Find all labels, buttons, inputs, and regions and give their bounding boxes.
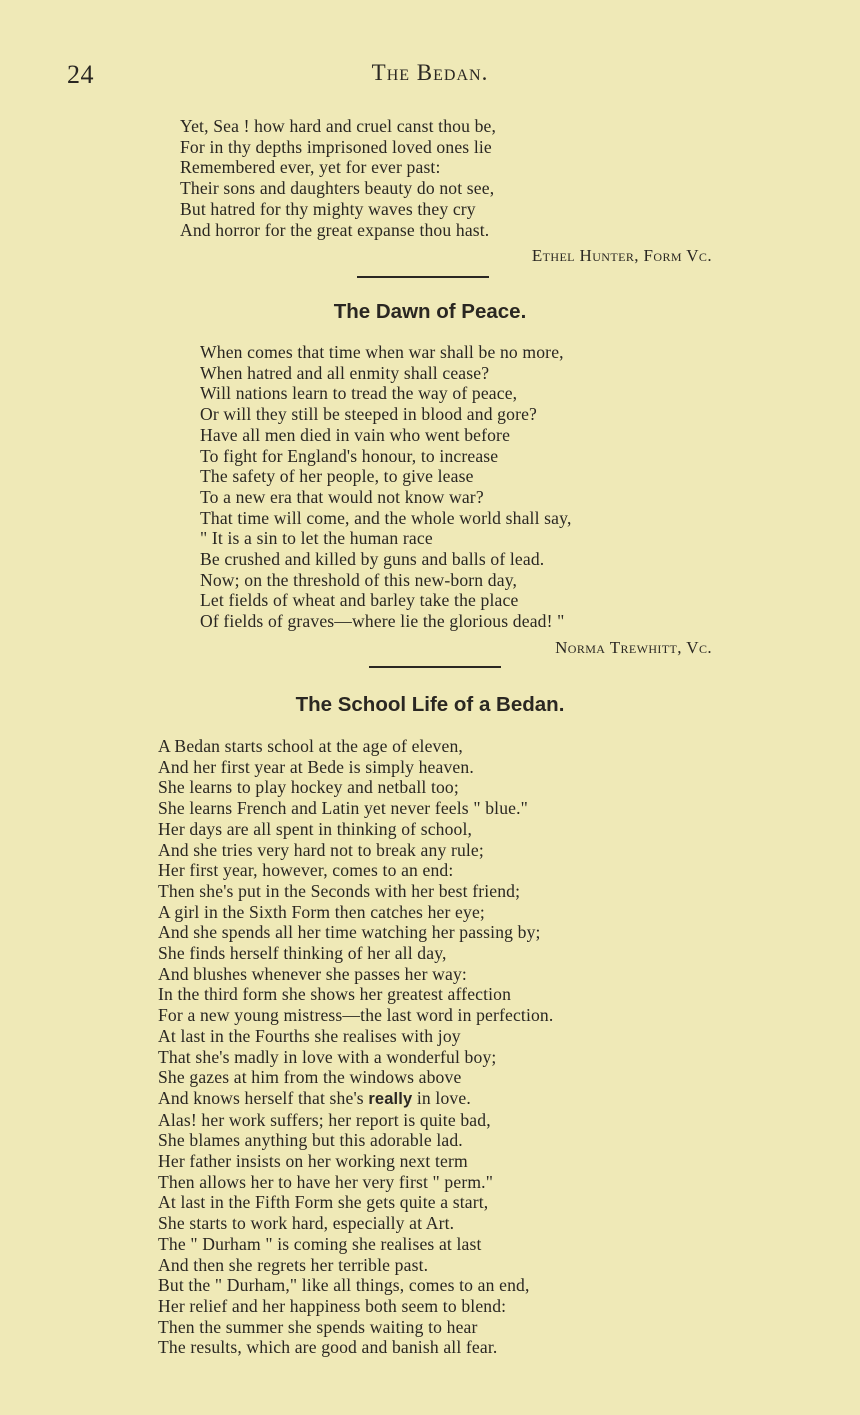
verse-line: To a new era that would not know war?: [200, 486, 484, 507]
verse-line: For a new young mistress—the last word in perfection.: [158, 1005, 554, 1026]
verse-line: And she tries very hard not to break any rule;: [158, 839, 484, 860]
verse-line: Have all men died in vain who went before: [200, 424, 511, 445]
verse-line: But hatred for thy mighty waves they cry: [180, 198, 476, 219]
verse-line: Her first year, however, comes to an end:: [158, 860, 454, 881]
poem-verse: [200, 342, 572, 632]
verse-line: She finds herself thinking of her all day,: [158, 943, 447, 964]
verse-line: When hatred and all enmity shall cease?: [200, 362, 490, 383]
verse-line: To fight for England's honour, to increase: [200, 445, 499, 466]
author-byline: Ethel Hunter, Form Vc.: [531, 246, 712, 265]
verse-line: Or will they still be steeped in blood and gore?: [200, 404, 538, 425]
verse-line: Let fields of wheat and barley take the place: [200, 590, 519, 611]
verse-line: Of fields of graves—where lie the glorious dead! ": [200, 611, 565, 632]
verse-line: At last in the Fourths she realises with joy: [158, 1025, 461, 1046]
verse-line: Will nations learn to tread the way of peace,: [200, 383, 518, 404]
verse-line: A Bedan starts school at the age of eleven,: [158, 736, 463, 756]
page-header: [0, 60, 860, 90]
poem-title: The Dawn of Peace.: [333, 300, 527, 323]
poem-ending-verse: [180, 116, 496, 240]
verse-line: Her relief and her happiness both seem to blend:: [158, 1295, 507, 1316]
verse-line: But the " Durham," like all things, comes to an end,: [158, 1275, 530, 1296]
page-number: 24: [67, 60, 94, 89]
verse-line: That she's madly in love with a wonderful boy;: [158, 1046, 497, 1067]
verse-line: A girl in the Sixth Form then catches her eye;: [158, 901, 485, 922]
verse-line: And horror for the great expanse thou hast.: [180, 219, 490, 240]
verse-line: Her father insists on her working next term: [158, 1151, 468, 1172]
verse-line: She starts to work hard, especially at Art.: [158, 1213, 455, 1234]
verse-line: Then she's put in the Seconds with her best friend;: [158, 880, 521, 901]
emphasized-word: really: [368, 1089, 413, 1108]
verse-line: For in thy depths imprisoned loved ones lie: [180, 136, 492, 157]
poem-verse: [158, 736, 553, 1358]
verse-line: Their sons and daughters beauty do not see,: [180, 178, 495, 199]
verse-line: In the third form she shows her greatest affection: [158, 984, 512, 1005]
verse-line: That time will come, and the whole world shall say,: [200, 507, 572, 528]
author-byline: Norma Trewhitt, Vc.: [555, 638, 712, 657]
verse-line-end: in love.: [412, 1087, 471, 1108]
verse-line: Alas! her work suffers; her report is quite bad,: [158, 1109, 491, 1130]
verse-line: Be crushed and killed by guns and balls of lead.: [200, 549, 545, 570]
verse-line: " It is a sin to let the human race: [200, 528, 433, 549]
verse-line: And she spends all her time watching her passing by;: [158, 922, 541, 943]
verse-line: [158, 1088, 553, 1110]
verse-line: And then she regrets her terrible past.: [158, 1254, 429, 1275]
running-title: The Bedan.: [371, 60, 489, 85]
verse-line: She learns French and Latin yet never feels " blue.": [158, 798, 529, 819]
verse-line: She blames anything but this adorable lad.: [158, 1130, 463, 1151]
section-divider: [369, 666, 501, 668]
verse-line: The safety of her people, to give lease: [200, 466, 474, 487]
verse-line: The results, which are good and banish all fear.: [158, 1337, 498, 1358]
verse-line: Remembered ever, yet for ever past:: [180, 157, 441, 178]
verse-line: And blushes whenever she passes her way:: [158, 963, 467, 984]
poem-title: The School Life of a Bedan.: [295, 693, 565, 716]
section-divider: [357, 276, 489, 278]
verse-line: And her first year at Bede is simply heaven.: [158, 756, 474, 777]
verse-line: The " Durham " is coming she realises at last: [158, 1233, 482, 1254]
verse-line: Then the summer she spends waiting to hear: [158, 1316, 478, 1337]
verse-line: Yet, Sea ! how hard and cruel canst thou be,: [180, 116, 497, 136]
verse-line: Now; on the threshold of this new-born day,: [200, 569, 518, 590]
verse-line: Her days are all spent in thinking of school,: [158, 818, 473, 839]
verse-line: At last in the Fifth Form she gets quite a start,: [158, 1192, 489, 1213]
verse-line: When comes that time when war shall be no more,: [200, 342, 564, 362]
verse-line: She gazes at him from the windows above: [158, 1067, 462, 1088]
verse-line: Then allows her to have her very first " perm.": [158, 1171, 494, 1192]
verse-line: She learns to play hockey and netball too;: [158, 777, 459, 798]
verse-line-start: And knows herself that she's: [158, 1087, 369, 1108]
